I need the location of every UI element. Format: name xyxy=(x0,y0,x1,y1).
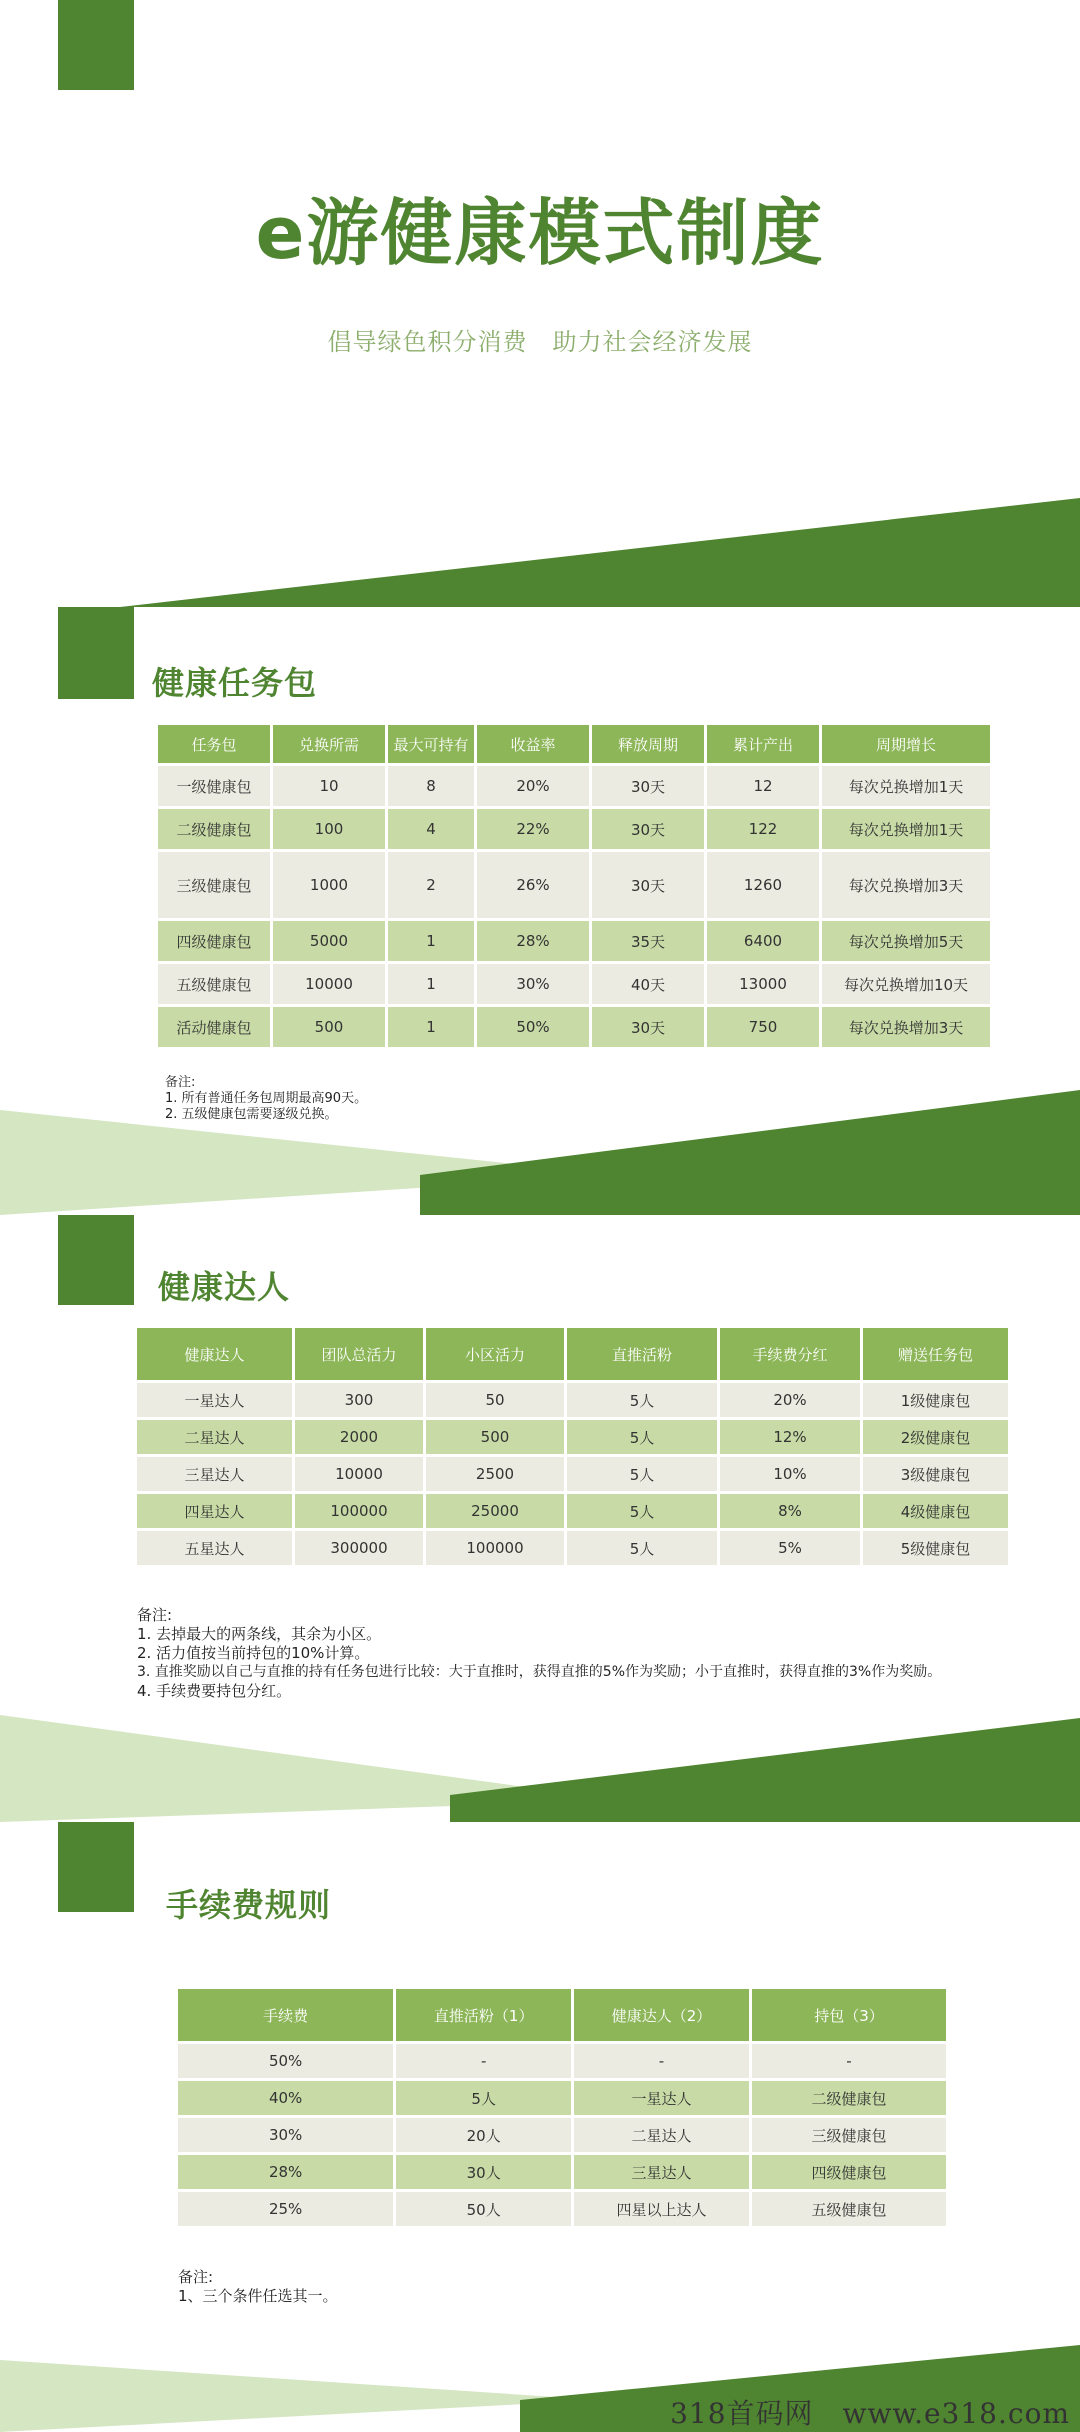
table-cell: 4 xyxy=(388,809,474,849)
column-header: 手续费 xyxy=(178,1989,393,2041)
table-cell: 13000 xyxy=(707,964,819,1004)
table-cell: 5人 xyxy=(567,1531,717,1565)
table-row xyxy=(178,2118,946,2152)
table-cell: 每次兑换增加5天 xyxy=(822,921,990,961)
table-cell: 三星达人 xyxy=(574,2155,749,2189)
column-header: 兑换所需 xyxy=(273,725,385,763)
table-row xyxy=(178,2081,946,2115)
corner-square-section3 xyxy=(58,1822,134,1912)
table-row xyxy=(137,1420,1008,1454)
watermark: 318首码网 www.e318.com xyxy=(670,2397,1070,2430)
section1-wedge-dark xyxy=(420,1090,1080,1215)
table-cell: 三星达人 xyxy=(137,1457,292,1491)
table-cell: 5人 xyxy=(567,1494,717,1528)
table-cell: 12 xyxy=(707,766,819,806)
table-cell: 5000 xyxy=(273,921,385,961)
note-line: 备注: xyxy=(165,1075,196,1090)
table-row xyxy=(158,809,990,849)
table-cell: 5人 xyxy=(567,1383,717,1417)
note-line: 1、三个条件任选其一。 xyxy=(178,2287,338,2305)
table-cell: 活动健康包 xyxy=(158,1007,270,1047)
table-cell: 35天 xyxy=(592,921,704,961)
table-cell: 1260 xyxy=(707,852,819,918)
table-cell: 20% xyxy=(477,766,589,806)
table-cell: 10000 xyxy=(273,964,385,1004)
column-header: 手续费分红 xyxy=(720,1328,860,1380)
table-cell: 40天 xyxy=(592,964,704,1004)
column-header: 收益率 xyxy=(477,725,589,763)
table-cell: 30天 xyxy=(592,766,704,806)
table-cell: 3级健康包 xyxy=(863,1457,1008,1491)
table-cell: 1000 xyxy=(273,852,385,918)
table-cell: 三级健康包 xyxy=(752,2118,946,2152)
table-cell: 500 xyxy=(426,1420,564,1454)
table-row xyxy=(158,964,990,1004)
table-cell: 5人 xyxy=(567,1420,717,1454)
table-cell: 30天 xyxy=(592,1007,704,1047)
table-row xyxy=(178,2192,946,2226)
corner-square-top xyxy=(58,0,134,90)
column-header: 小区活力 xyxy=(426,1328,564,1380)
table-row xyxy=(158,766,990,806)
table-cell: 100 xyxy=(273,809,385,849)
column-header: 累计产出 xyxy=(707,725,819,763)
table-cell: 2000 xyxy=(295,1420,423,1454)
note-line: 1. 去掉最大的两条线，其余为小区。 xyxy=(137,1625,382,1643)
table-cell: - xyxy=(396,2044,571,2078)
table-cell: 一星达人 xyxy=(574,2081,749,2115)
table-cell: 2级健康包 xyxy=(863,1420,1008,1454)
table-cell: 28% xyxy=(178,2155,393,2189)
table-cell: 四级健康包 xyxy=(752,2155,946,2189)
table-cell: 28% xyxy=(477,921,589,961)
table-cell: 100000 xyxy=(295,1494,423,1528)
column-header: 任务包 xyxy=(158,725,270,763)
corner-square-section1 xyxy=(58,607,134,699)
table-cell: 1 xyxy=(388,921,474,961)
experts-notes xyxy=(137,1606,1037,1701)
table-cell: 每次兑换增加3天 xyxy=(822,1007,990,1047)
banner-wedge-dark xyxy=(120,498,1080,607)
column-header: 周期增长 xyxy=(822,725,990,763)
table-cell: - xyxy=(752,2044,946,2078)
table-cell: 50% xyxy=(477,1007,589,1047)
table-header-row xyxy=(137,1328,1008,1380)
experts-table xyxy=(134,1325,1011,1568)
section-title-task-packages: 健康任务包 xyxy=(152,664,318,702)
table-cell: 五级健康包 xyxy=(158,964,270,1004)
corner-square-section2 xyxy=(58,1215,134,1305)
table-cell: 20% xyxy=(720,1383,860,1417)
table-cell: 500 xyxy=(273,1007,385,1047)
table-cell: 25000 xyxy=(426,1494,564,1528)
table-cell: 8% xyxy=(720,1494,860,1528)
table-cell: 25% xyxy=(178,2192,393,2226)
table-cell: 四级健康包 xyxy=(158,921,270,961)
table-cell: 二星达人 xyxy=(137,1420,292,1454)
table-cell: 26% xyxy=(477,852,589,918)
table-header-row xyxy=(158,725,990,763)
table-row xyxy=(137,1531,1008,1565)
task-packages-table xyxy=(155,722,993,1050)
table-cell: 50人 xyxy=(396,2192,571,2226)
column-header: 直推活粉 xyxy=(567,1328,717,1380)
fees-notes xyxy=(178,2268,338,2306)
page-subtitle: 倡导绿色积分消费 助力社会经济发展 xyxy=(327,328,753,356)
section-title-fees: 手续费规则 xyxy=(166,1886,332,1924)
table-cell: 二星达人 xyxy=(574,2118,749,2152)
table-cell: 10 xyxy=(273,766,385,806)
section2-wedge-dark xyxy=(450,1718,1080,1822)
table-cell: 50 xyxy=(426,1383,564,1417)
table-cell: 5级健康包 xyxy=(863,1531,1008,1565)
table-cell: 四星达人 xyxy=(137,1494,292,1528)
note-line: 2. 活力值按当前持包的10%计算。 xyxy=(137,1644,370,1662)
table-cell: 每次兑换增加1天 xyxy=(822,766,990,806)
table-cell: 40% xyxy=(178,2081,393,2115)
table-cell: 6400 xyxy=(707,921,819,961)
page-title: e游健康模式制度 xyxy=(255,191,825,275)
note-line: 备注: xyxy=(178,2268,214,2286)
table-cell: 12% xyxy=(720,1420,860,1454)
table-cell: 30% xyxy=(178,2118,393,2152)
column-header: 释放周期 xyxy=(592,725,704,763)
table-cell: 三级健康包 xyxy=(158,852,270,918)
table-row xyxy=(137,1457,1008,1491)
table-cell: 10000 xyxy=(295,1457,423,1491)
table-cell: 一级健康包 xyxy=(158,766,270,806)
table-cell: 每次兑换增加10天 xyxy=(822,964,990,1004)
table-cell: 30% xyxy=(477,964,589,1004)
column-header: 团队总活力 xyxy=(295,1328,423,1380)
table-cell: 30天 xyxy=(592,809,704,849)
table-cell: 50% xyxy=(178,2044,393,2078)
table-cell: 30天 xyxy=(592,852,704,918)
note-line: 4. 手续费要持包分红。 xyxy=(137,1682,292,1700)
column-header: 健康达人 xyxy=(137,1328,292,1380)
table-cell: 30人 xyxy=(396,2155,571,2189)
table-header-row xyxy=(178,1989,946,2041)
column-header: 健康达人（2） xyxy=(574,1989,749,2041)
table-cell: 每次兑换增加3天 xyxy=(822,852,990,918)
note-line: 2. 五级健康包需要逐级兑换。 xyxy=(165,1107,338,1122)
table-cell: 20人 xyxy=(396,2118,571,2152)
table-cell: 5% xyxy=(720,1531,860,1565)
fees-table xyxy=(175,1986,949,2229)
column-header: 持包（3） xyxy=(752,1989,946,2041)
table-row xyxy=(158,1007,990,1047)
table-row xyxy=(178,2044,946,2078)
table-cell: 10% xyxy=(720,1457,860,1491)
table-cell: 122 xyxy=(707,809,819,849)
table-cell: 1级健康包 xyxy=(863,1383,1008,1417)
table-cell: 4级健康包 xyxy=(863,1494,1008,1528)
table-row xyxy=(178,2155,946,2189)
table-cell: - xyxy=(574,2044,749,2078)
table-cell: 一星达人 xyxy=(137,1383,292,1417)
table-cell: 100000 xyxy=(426,1531,564,1565)
table-cell: 750 xyxy=(707,1007,819,1047)
table-cell: 2 xyxy=(388,852,474,918)
note-line: 1. 所有普通任务包周期最高90天。 xyxy=(165,1091,368,1106)
table-cell: 300000 xyxy=(295,1531,423,1565)
section-title-experts: 健康达人 xyxy=(158,1268,291,1306)
note-line: 备注: xyxy=(137,1606,173,1624)
table-row xyxy=(137,1383,1008,1417)
column-header: 直推活粉（1） xyxy=(396,1989,571,2041)
table-cell: 1 xyxy=(388,1007,474,1047)
table-cell: 1 xyxy=(388,964,474,1004)
table-cell: 五级健康包 xyxy=(752,2192,946,2226)
section3-wedge-light xyxy=(0,2360,600,2432)
table-cell: 2500 xyxy=(426,1457,564,1491)
table-cell: 每次兑换增加1天 xyxy=(822,809,990,849)
table-cell: 四星以上达人 xyxy=(574,2192,749,2226)
table-cell: 5人 xyxy=(567,1457,717,1491)
table-row xyxy=(158,921,990,961)
table-cell: 二级健康包 xyxy=(752,2081,946,2115)
table-cell: 22% xyxy=(477,809,589,849)
table-row xyxy=(158,852,990,918)
table-cell: 五星达人 xyxy=(137,1531,292,1565)
table-cell: 300 xyxy=(295,1383,423,1417)
column-header: 最大可持有 xyxy=(388,725,474,763)
table-cell: 5人 xyxy=(396,2081,571,2115)
task-packages-notes xyxy=(165,1075,367,1123)
note-line: 3. 直推奖励以自己与直推的持有任务包进行比较：大于直推时，获得直推的5%作为奖励；小于直推时，获得直推的3%作为奖励。 xyxy=(137,1664,942,1680)
table-cell: 二级健康包 xyxy=(158,809,270,849)
table-cell: 8 xyxy=(388,766,474,806)
column-header: 赠送任务包 xyxy=(863,1328,1008,1380)
table-row xyxy=(137,1494,1008,1528)
